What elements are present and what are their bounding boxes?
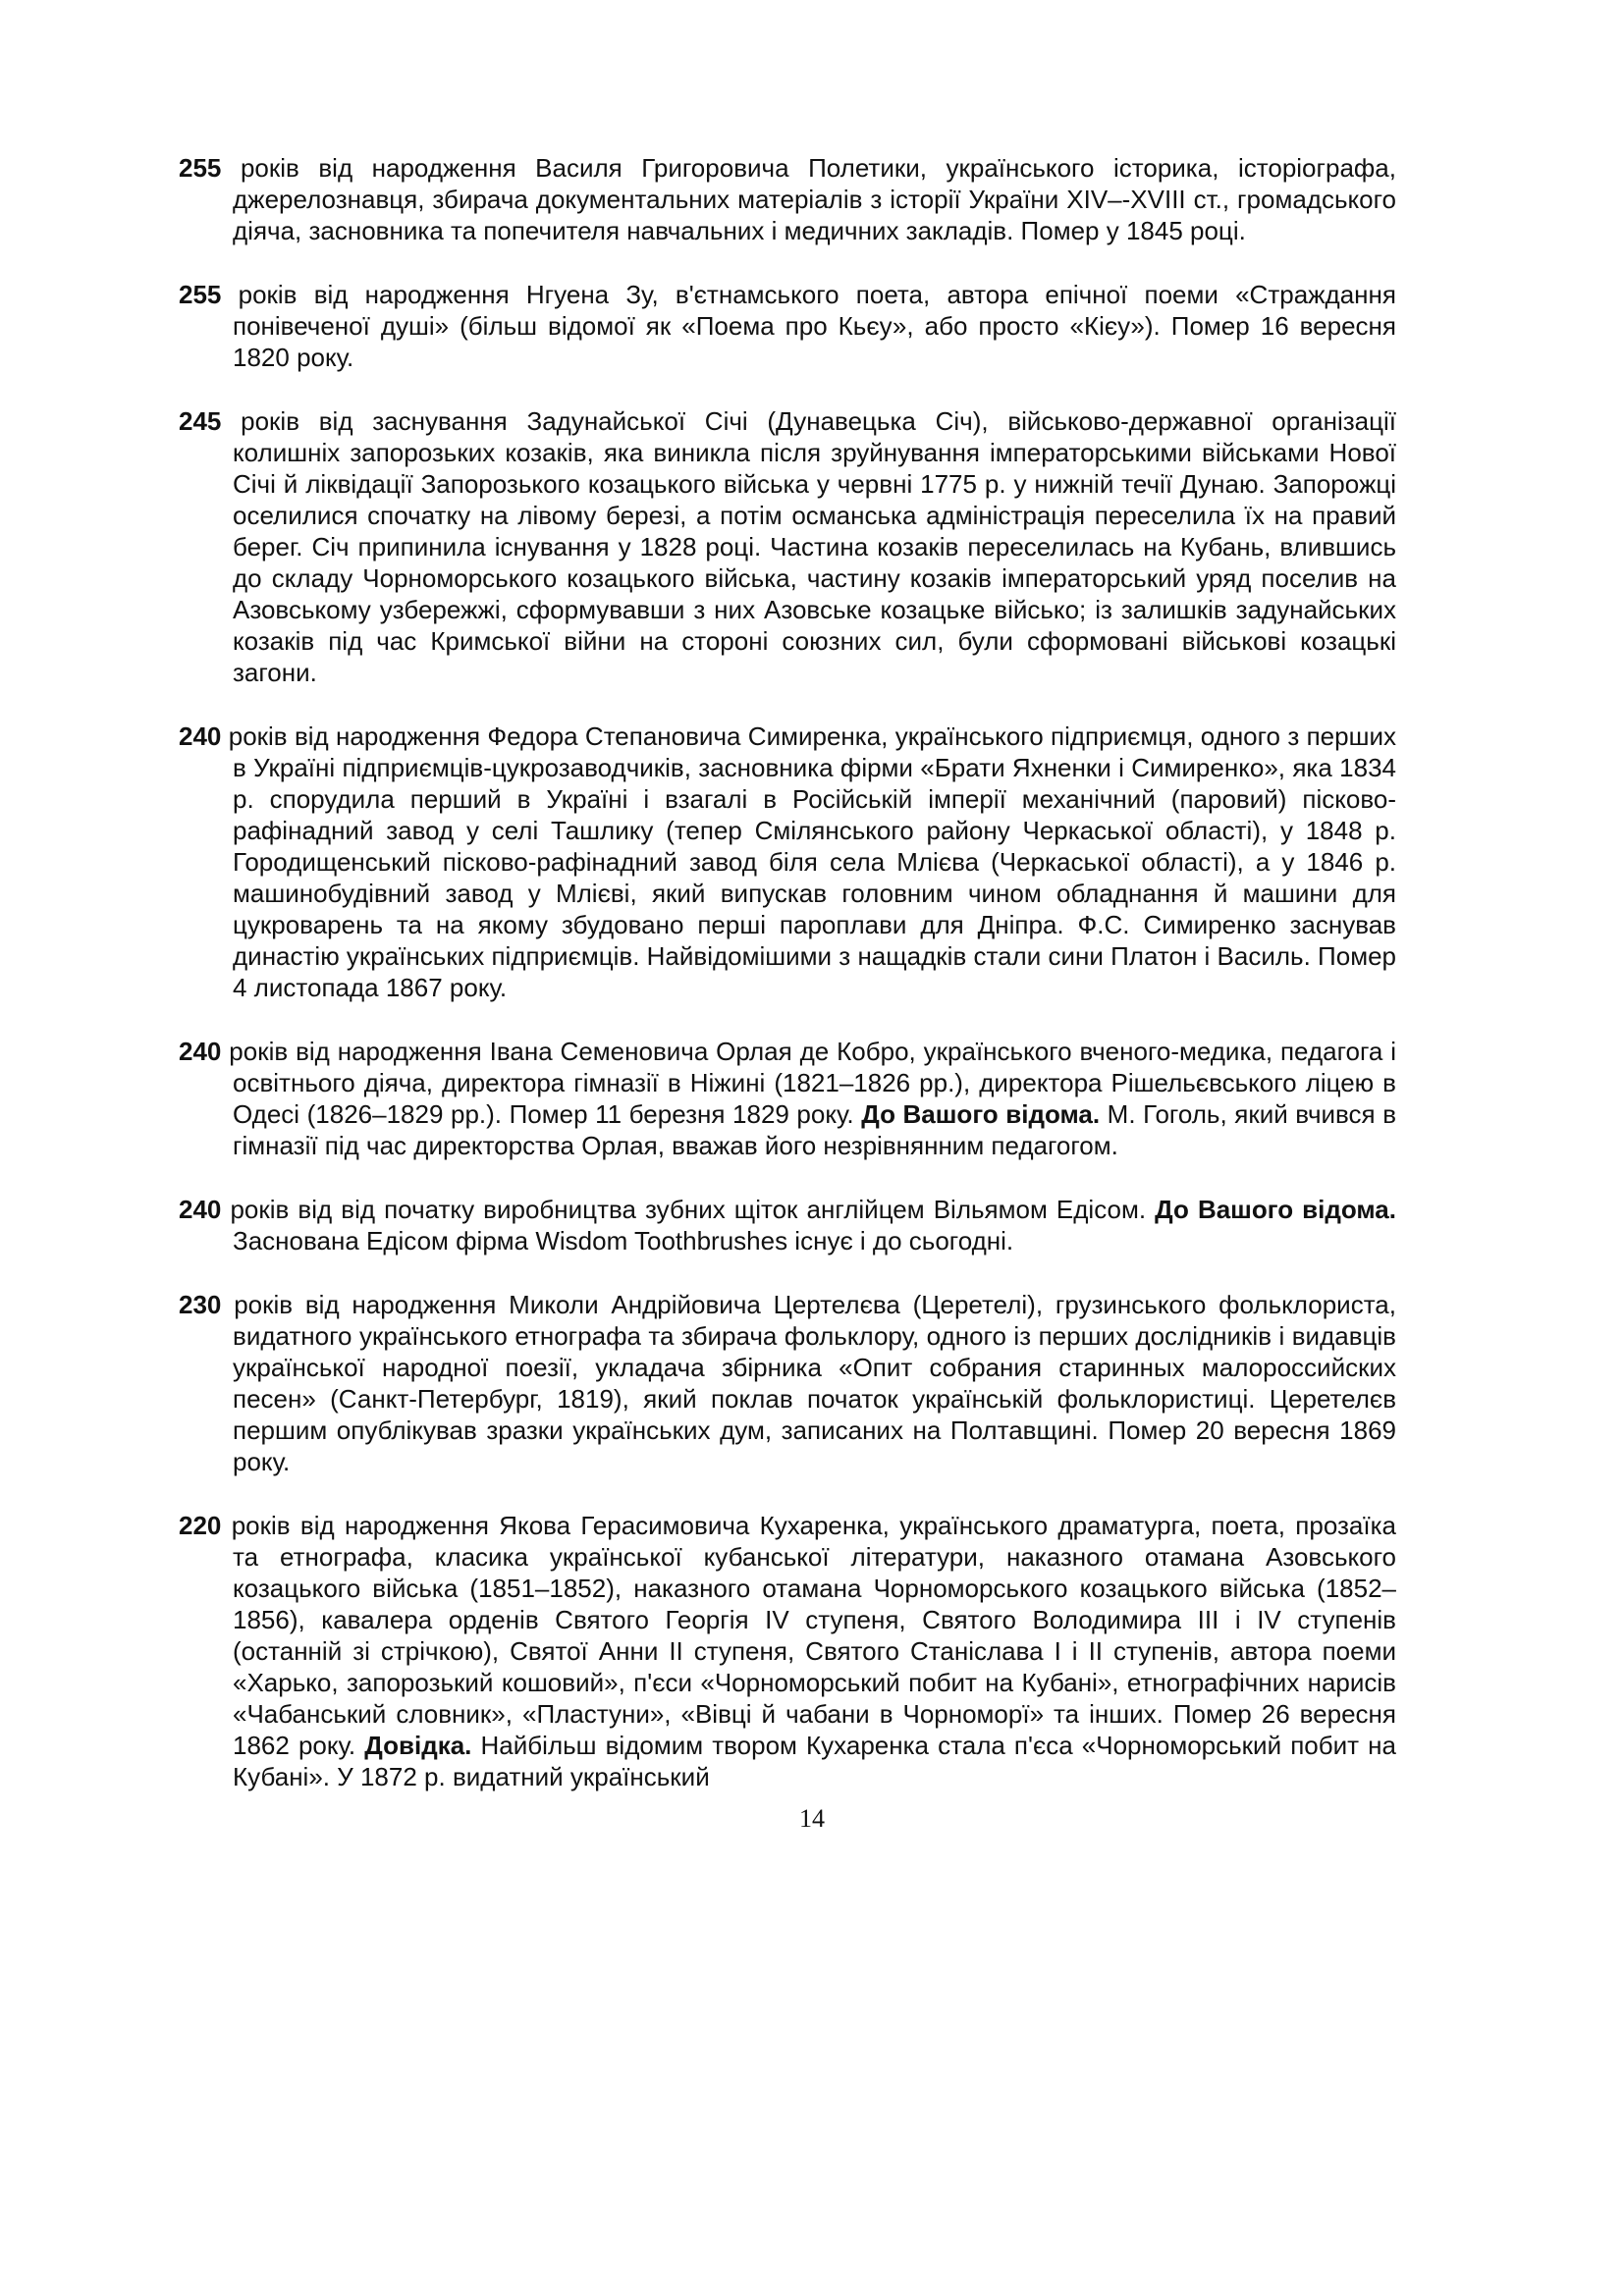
entry-years-number: 240 (179, 1037, 222, 1066)
entry-years-number: 255 (179, 153, 222, 183)
entry-text: років від від початку виробництва зубних щіток англійцем Вільямом Едісом. (230, 1195, 1156, 1224)
entry-text: Найбільш відомим твором Кухаренка стала п'єса «Чорноморський побит на Кубані». У 1872 р. видатний український (233, 1731, 1396, 1791)
anniversary-list (179, 152, 1396, 1825)
entry-text: років від народження Федора Степановича Симиренка, українського підприємця, одного з перших в Україні підприємців-цукрозаводчиків, засновника фірми «Брати Яхненки і Симиренко», яка 1834 р. спорудила перший в Україні і взагалі в Російській імперії механічний (паровий) пісково-рафінадний завод у селі Ташлику (тепер Смілянського району Черкаської області), у 1848 р. Городищенський пісково-рафінадний завод біля села Млієва (Черкаської області), а у 1846 р. машинобудівний завод у Млієві, який випускав головним чином обладнання й машини для цукроварень та на якому збудовано перші пароплави для Дніпра. Ф.С. Симиренко заснував династію українських підприємців. Найвідомішими з нащадків стали сини Платон і Василь. Помер 4 листопада 1867 року. (228, 721, 1396, 1002)
anniversary-entry (179, 1194, 1396, 1256)
entry-years-number: 245 (179, 406, 222, 436)
anniversary-entry (179, 405, 1396, 688)
page-number: 14 (799, 1804, 825, 1833)
entry-text: років від народження Якова Герасимовича Кухаренка, українського драматурга, поета, прозаїка та етнографа, класика української кубанської літератури, наказного отамана Азовського козацького війська (1851–1852), наказного отамана Чорноморського козацького війська (1852–1856), кавалера орденів Святого Георгія IV ступеня, Святого Володимира III і IV ступенів (останній зі стрічкою), Святої Анни II ступеня, Святого Станіслава I і II ступенів, автора поеми «Харько, запорозький кошовий», п'єси «Чорноморський побит на Кубані», етнографічних нарисів «Чабанський словник», «Пластуни», «Вівці й чабани в Чорноморї» та інших. Помер 26 вересня 1862 року. (231, 1511, 1396, 1760)
anniversary-entry (179, 721, 1396, 1003)
entry-years-number: 240 (179, 721, 222, 751)
entry-note-label: До Вашого відома. (861, 1099, 1101, 1129)
entry-text: М. Гоголь, який вчився в гімназії під час директорства Орлая, вважав його незрівнянним педагогом. (233, 1099, 1397, 1160)
entry-text: років від заснування Задунайської Січі (Дунавецька Січ), військово-державної організації колишніх запорозьких козаків, яка виникла після зруйнування імператорськими військами Нової Січі й ліквідації Запорозького козацького війська у червні 1775 р. у нижній течії Дунаю. Запорожці оселилися спочатку на лівому березі, а потім османська адміністрація переселила їх на правий берег. Січ припинила існування у 1828 році. Частина козаків переселилась на Кубань, влившись до складу Чорноморського козацького війська, частину козаків імператорський уряд поселив на Азовському узбережжі, сформувавши з них Азовське козацьке військо; із залишків задунайських козаків під час Кримської війни на стороні союзних сил, були сформовані військові козацькі загони. (233, 406, 1396, 687)
entry-years-number: 255 (179, 280, 222, 309)
entry-years-number: 240 (179, 1195, 222, 1224)
anniversary-entry (179, 1036, 1396, 1161)
entry-note-label: Довідка. (364, 1731, 472, 1760)
entry-years-number: 230 (179, 1290, 222, 1319)
anniversary-entry (179, 152, 1396, 246)
entry-text: років від народження Василя Григоровича Полетики, українського історика, історіографа, джерелознавця, збирача документальних матеріалів з історії України XIV–-XVIII ст., громадського діяча, засновника та попечителя навчальних і медичних закладів. Помер у 1845 році. (233, 153, 1396, 245)
anniversary-entry (179, 279, 1396, 373)
entry-text: років від народження Миколи Андрійовича Цертелєва (Церетелі), грузинського фольклориста, видатного українського етнографа та збирача фольклору, одного із перших дослідників і видавців української народної поезії, укладача збірника «Опит собрания старинных малороссийских песен» (Санкт-Петербург, 1819), який поклав початок українській фольклористиці. Церетелєв першим опублікував зразки українських дум, записаних на Полтавщині. Помер 20 вересня 1869 року. (233, 1290, 1396, 1476)
entry-text: Заснована Едісом фірма Wisdom Toothbrushes існує і до сьогодні. (233, 1226, 1014, 1255)
entry-years-number: 220 (179, 1511, 222, 1540)
anniversary-entry (179, 1510, 1396, 1792)
entry-text: років від народження Нгуена Зу, в'єтнамського поета, автора епічної поеми «Страждання понівеченої душі» (більш відомої як «Поема про Кьєу», або просто «Кієу»). Помер 16 вересня 1820 року. (233, 280, 1396, 372)
entry-note-label: До Вашого відома. (1155, 1195, 1396, 1224)
anniversary-entry (179, 1289, 1396, 1477)
entry-text: років від народження Івана Семеновича Орлая де Кобро, українського вченого-медика, педагога і освітнього діяча, директора гімназії в Ніжині (1821–1826 рр.), директора Рішельєвського ліцею в Одесі (1826–1829 рр.). Помер 11 березня 1829 року. (229, 1037, 1396, 1129)
